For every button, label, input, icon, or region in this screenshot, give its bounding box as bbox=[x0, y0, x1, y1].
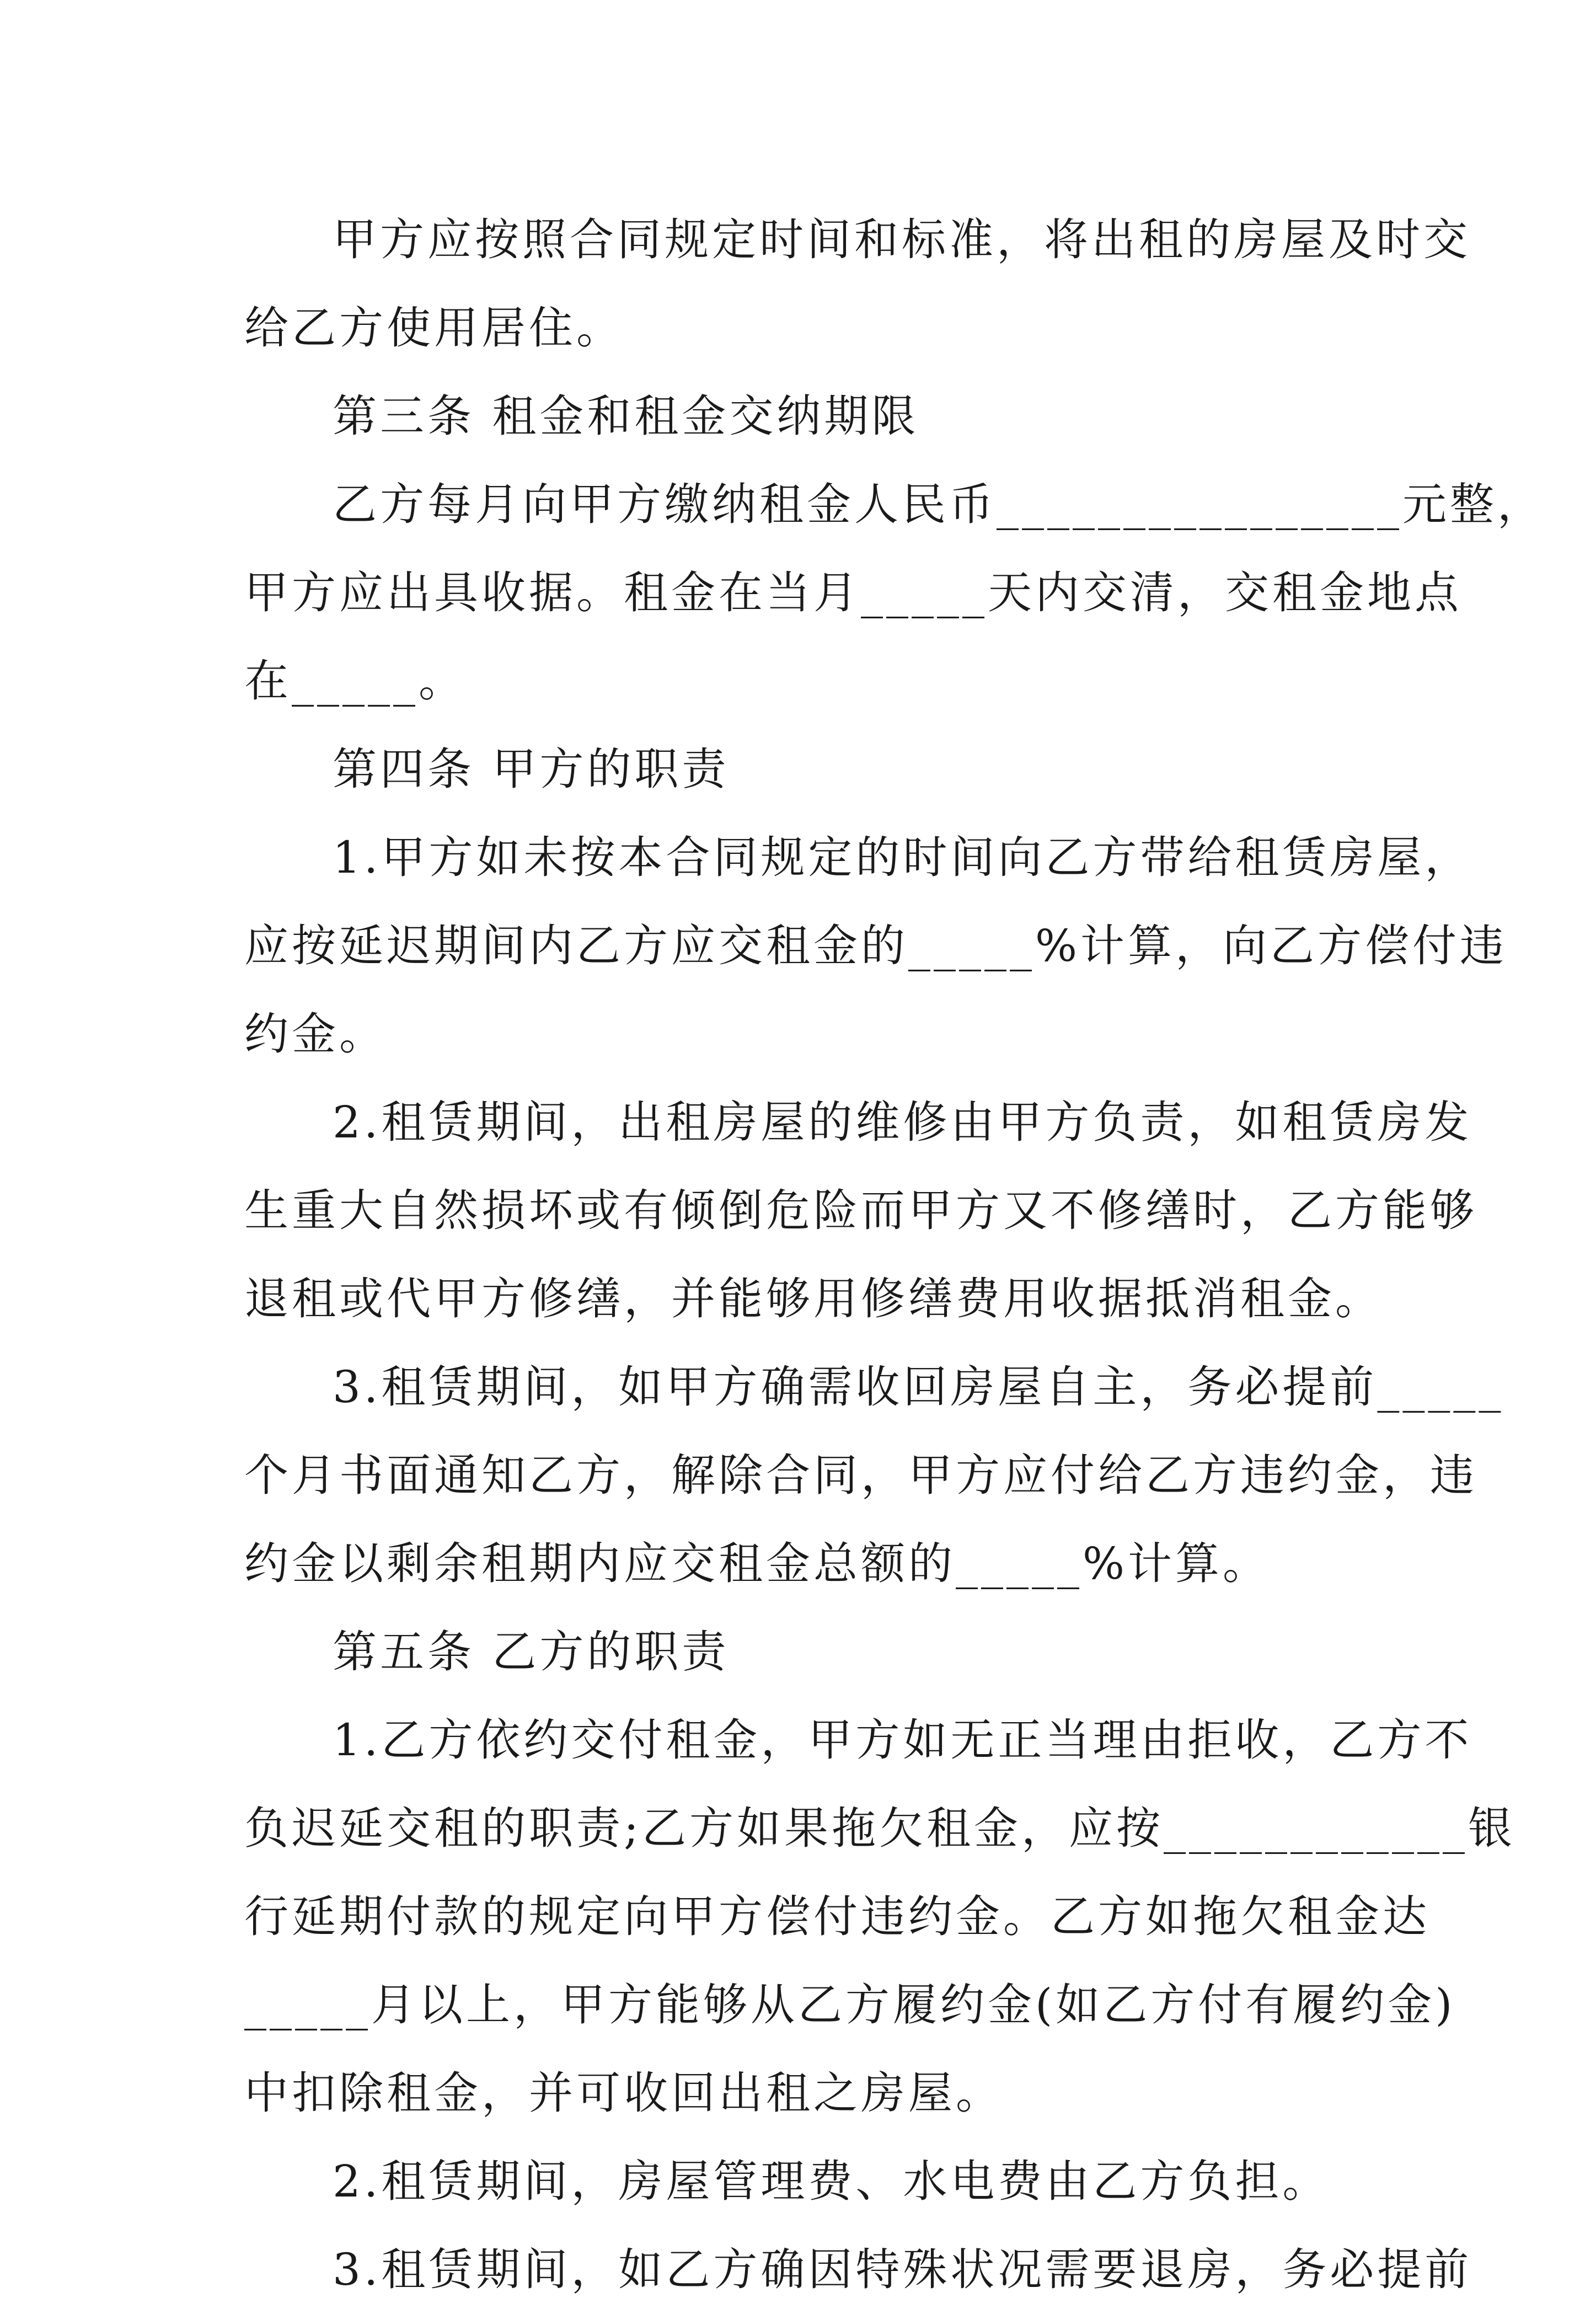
paragraph-line: 2.租赁期间，出租房屋的维修由甲方负责，如租赁房发 bbox=[333, 1097, 1472, 1148]
paragraph-line: 1.乙方依约交付租金，甲方如无正当理由拒收，乙方不 bbox=[333, 1714, 1472, 1766]
paragraph-line: 个月书面通知乙方，解除合同，甲方应付给乙方违约金，违 bbox=[244, 1450, 1477, 1501]
paragraph-line: 甲方应按照合同规定时间和标准，将出租的房屋及时交 bbox=[333, 214, 1471, 265]
paragraph-line: 3.租赁期间，如甲方确需收回房屋自主，务必提前_____ bbox=[333, 1361, 1504, 1413]
paragraph-line: 生重大自然损坏或有倾倒危险而甲方又不修缮时，乙方能够 bbox=[244, 1185, 1477, 1236]
paragraph-line: _____月以上，甲方能够从乙方履约金(如乙方付有履约金) bbox=[244, 1979, 1456, 2030]
paragraph-line: 3.租赁期间，如乙方确因特殊状况需要退房，务必提前 bbox=[333, 2244, 1472, 2295]
paragraph-line: 甲方应出具收据。租金在当月_____天内交清，交租金地点 bbox=[244, 567, 1462, 618]
paragraph-line: 退租或代甲方修缮，并能够用修缮费用收据抵消租金。 bbox=[244, 1273, 1383, 1324]
paragraph-line: 在_____。 bbox=[244, 655, 466, 707]
section-heading: 第三条 租金和租金交纳期限 bbox=[333, 391, 919, 442]
paragraph-line: 给乙方使用居住。 bbox=[244, 302, 624, 354]
paragraph-line: 约金。 bbox=[244, 1008, 387, 1060]
paragraph-line: 约金以剩余租期内应交租金总额的_____%计算。 bbox=[244, 1538, 1271, 1589]
paragraph-line: 负迟延交租的职责;乙方如果拖欠租金，应按____________银 bbox=[244, 1803, 1515, 1854]
paragraph-line: 中扣除租金，并可收回出租之房屋。 bbox=[244, 2067, 1003, 2119]
section-heading: 第五条 乙方的职责 bbox=[333, 1626, 730, 1677]
paragraph-line: 2.租赁期间，房屋管理费、水电费由乙方负担。 bbox=[333, 2156, 1330, 2207]
paragraph-line: 应按延迟期间内乙方应交租金的_____%计算，向乙方偿付违 bbox=[244, 920, 1508, 971]
section-heading: 第四条 甲方的职责 bbox=[333, 744, 730, 795]
paragraph-line: 1.甲方如未按本合同规定的时间向乙方带给租赁房屋， bbox=[333, 832, 1472, 883]
paragraph-line: 行延期付款的规定向甲方偿付违约金。乙方如拖欠租金达 bbox=[244, 1891, 1430, 1942]
paragraph-line: 乙方每月向甲方缴纳租金人民币________________元整， bbox=[333, 479, 1545, 530]
